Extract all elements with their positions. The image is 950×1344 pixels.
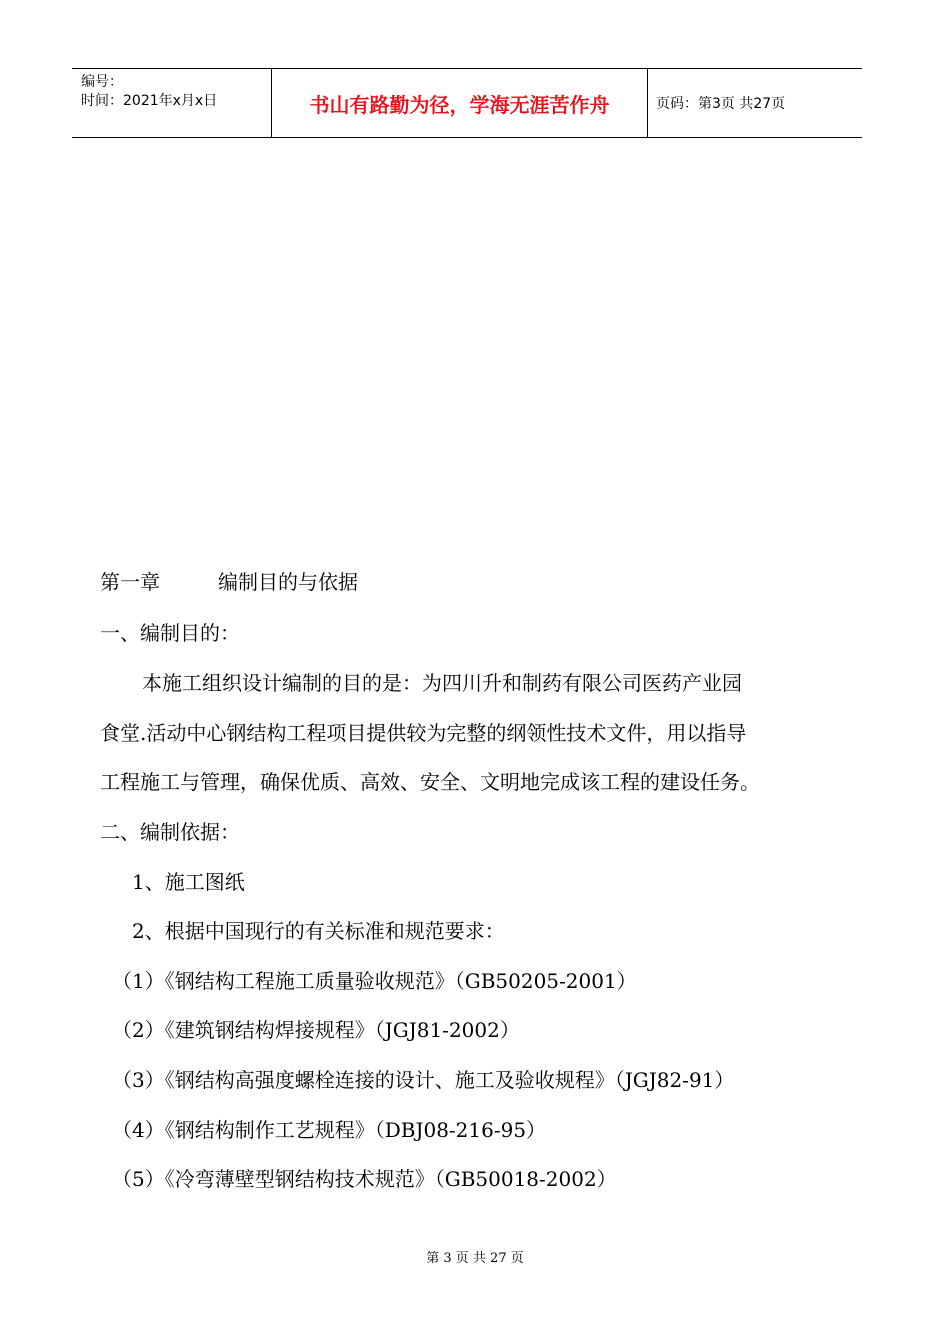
purpose-paragraph-line: 工程施工与管理，确保优质、高效、安全、文明地完成该工程的建设任务。 [100,770,760,794]
standard-item: （5）《冷弯薄壁型钢结构技术规范》（GB50018-2002） [112,1167,617,1191]
purpose-paragraph-line: 食堂.活动中心钢结构工程项目提供较为完整的纲领性技术文件，用以指导 [100,721,747,745]
standard-item: （3）《钢结构高强度螺栓连接的设计、施工及验收规程》（JGJ82-91） [112,1068,735,1092]
purpose-paragraph-line: 本施工组织设计编制的目的是：为四川升和制药有限公司医药产业园 [142,671,742,695]
document-time-label: 时间：2021年x月x日 [81,93,218,109]
basis-item: 1、施工图纸 [132,870,245,894]
standard-item: （2）《建筑钢结构焊接规程》（JGJ81-2002） [112,1018,520,1042]
header-meta [72,69,272,137]
chapter-number: 第一章 [100,570,160,594]
page-footer: 第 3 页 共 27 页 [426,1251,524,1266]
standard-item: （1）《钢结构工程施工质量验收规范》（GB50205-2001） [112,969,637,993]
page-header [72,68,862,138]
basis-item: 2、根据中国现行的有关标准和规范要求： [132,919,505,943]
standard-item: （4）《钢结构制作工艺规程》（DBJ08-216-95） [112,1118,547,1142]
section-heading-purpose: 一、编制目的： [100,621,240,645]
section-heading-basis: 二、编制依据： [100,820,240,844]
header-motto: 书山有路勤为径，学海无涯苦作舟 [272,69,648,137]
document-number-label: 编号： [81,74,123,90]
header-page-info: 页码：第3页 共27页 [656,96,786,112]
chapter-heading [100,569,358,595]
chapter-title: 编制目的与依据 [218,570,358,594]
